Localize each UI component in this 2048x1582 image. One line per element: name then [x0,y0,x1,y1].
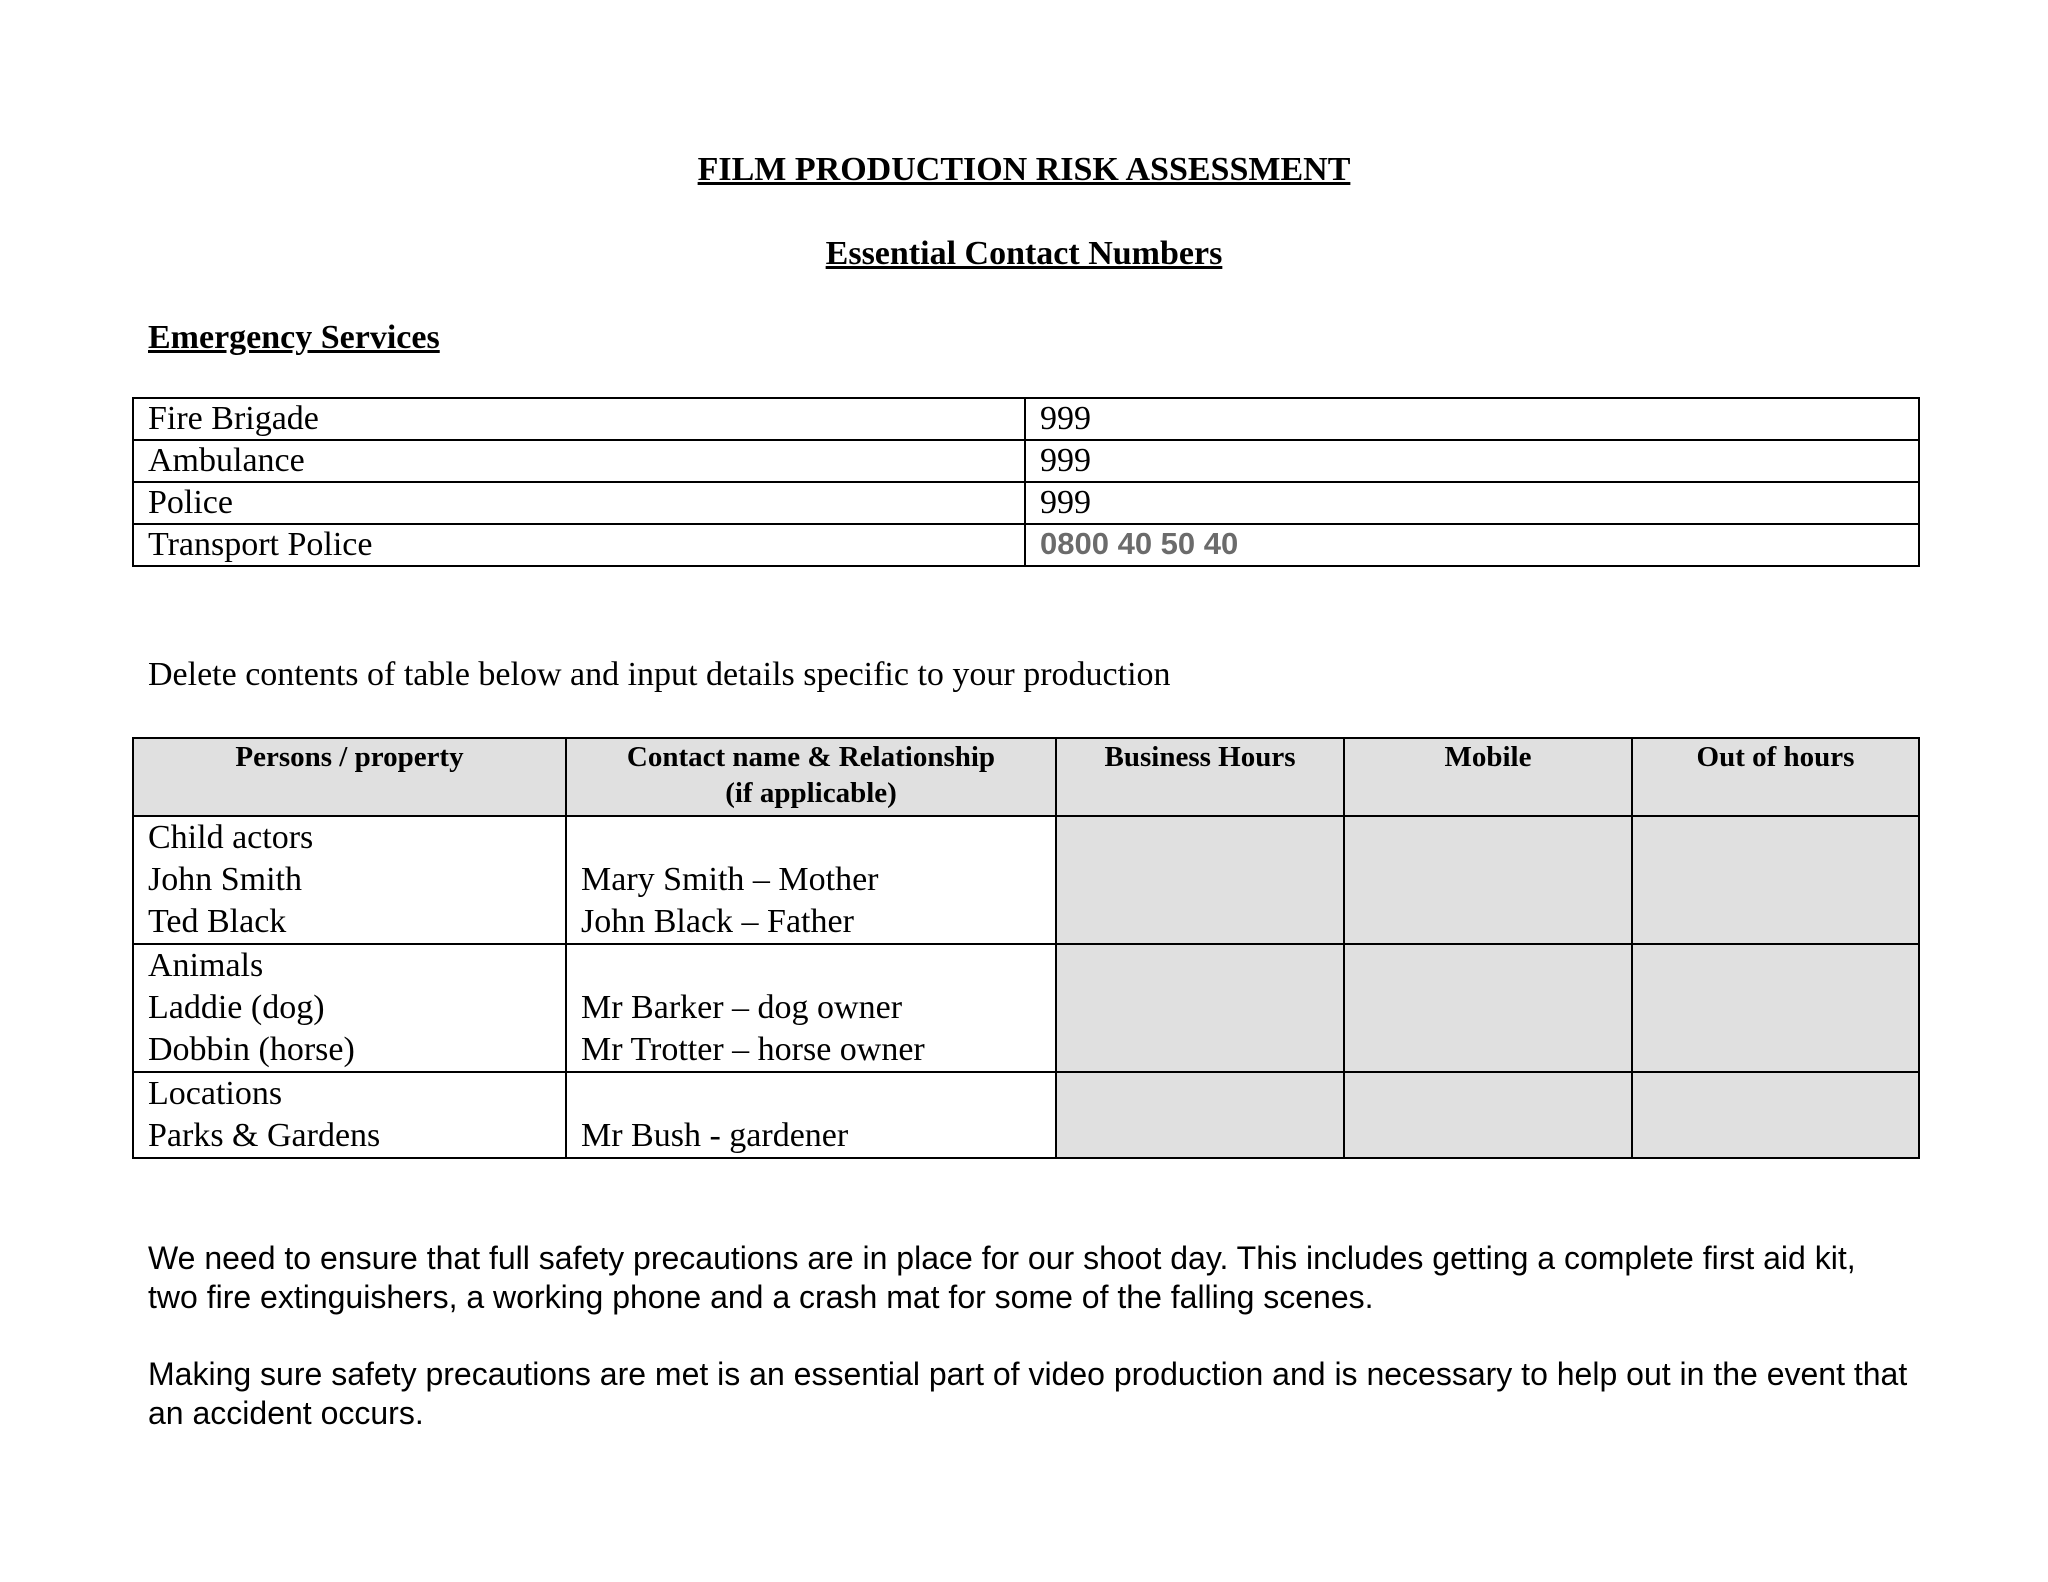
persons-line: Animals [148,947,264,984]
persons-cell [133,944,566,1072]
contact-cell [566,944,1056,1072]
header-contact-line1: Contact name & Relationship [626,741,996,773]
contact-line: Mr Trotter – horse owner [581,1031,925,1068]
persons-line: John Smith [148,861,302,898]
service-name: Ambulance [133,440,1025,482]
service-number: 999 [1025,440,1919,482]
table-row [133,944,1919,1072]
contact-line: John Black – Father [581,903,854,940]
out-of-hours-cell [1632,1072,1919,1158]
safety-paragraph: Making sure safety precautions are met is an essential part of video production and is necessary to help out in the event that an accident occurs. [148,1356,1908,1431]
persons-line: Parks & Gardens [148,1117,381,1154]
mobile-cell [1344,816,1632,944]
persons-cell [133,1072,566,1158]
service-name: Transport Police [133,524,1025,566]
production-contacts-table [132,737,1920,1159]
persons-cell [133,816,566,944]
persons-line: Laddie (dog) [148,989,325,1026]
header-business-hours: Business Hours [1056,738,1344,816]
table-row [133,524,1919,566]
service-number: 999 [1025,398,1919,440]
business-hours-cell [1056,816,1344,944]
safety-paragraph: We need to ensure that full safety precautions are in place for our shoot day. This includes getting a complete first aid kit, two fire extinguishers, a working phone and a crash mat for some of the falling scenes. [148,1240,1856,1315]
persons-line: Child actors [148,819,314,856]
emergency-services-heading: Emergency Services [148,319,440,356]
contact-line [581,817,1041,859]
business-hours-cell [1056,944,1344,1072]
table-row [133,1072,1919,1158]
emergency-services-table [132,397,1920,567]
table-row [133,440,1919,482]
business-hours-cell [1056,1072,1344,1158]
instruction-text: Delete contents of table below and input details specific to your production [148,656,1171,693]
service-name: Police [133,482,1025,524]
mobile-cell [1344,1072,1632,1158]
service-number: 0800 40 50 40 [1025,524,1919,566]
persons-line: Locations [148,1075,283,1112]
header-mobile: Mobile [1344,738,1632,816]
contact-line: Mr Barker – dog owner [581,989,903,1026]
document-subtitle: Essential Contact Numbers [825,235,1223,272]
header-contact [566,738,1056,816]
contact-line [581,945,1041,987]
contact-cell [566,816,1056,944]
out-of-hours-cell [1632,944,1919,1072]
table-header-row [133,738,1919,816]
contact-line: Mr Bush - gardener [581,1117,849,1154]
table-row [133,816,1919,944]
service-name: Fire Brigade [133,398,1025,440]
persons-line: Dobbin (horse) [148,1031,355,1068]
mobile-cell [1344,944,1632,1072]
contact-cell [566,1072,1056,1158]
contact-line [581,1073,1041,1115]
header-out-of-hours: Out of hours [1632,738,1919,816]
table-row [133,482,1919,524]
header-contact-line2: (if applicable) [725,777,897,809]
service-number: 999 [1025,482,1919,524]
out-of-hours-cell [1632,816,1919,944]
document-title: FILM PRODUCTION RISK ASSESSMENT [697,151,1351,188]
table-row [133,398,1919,440]
header-persons: Persons / property [133,738,566,816]
contact-line: Mary Smith – Mother [581,861,879,898]
persons-line: Ted Black [148,903,287,940]
